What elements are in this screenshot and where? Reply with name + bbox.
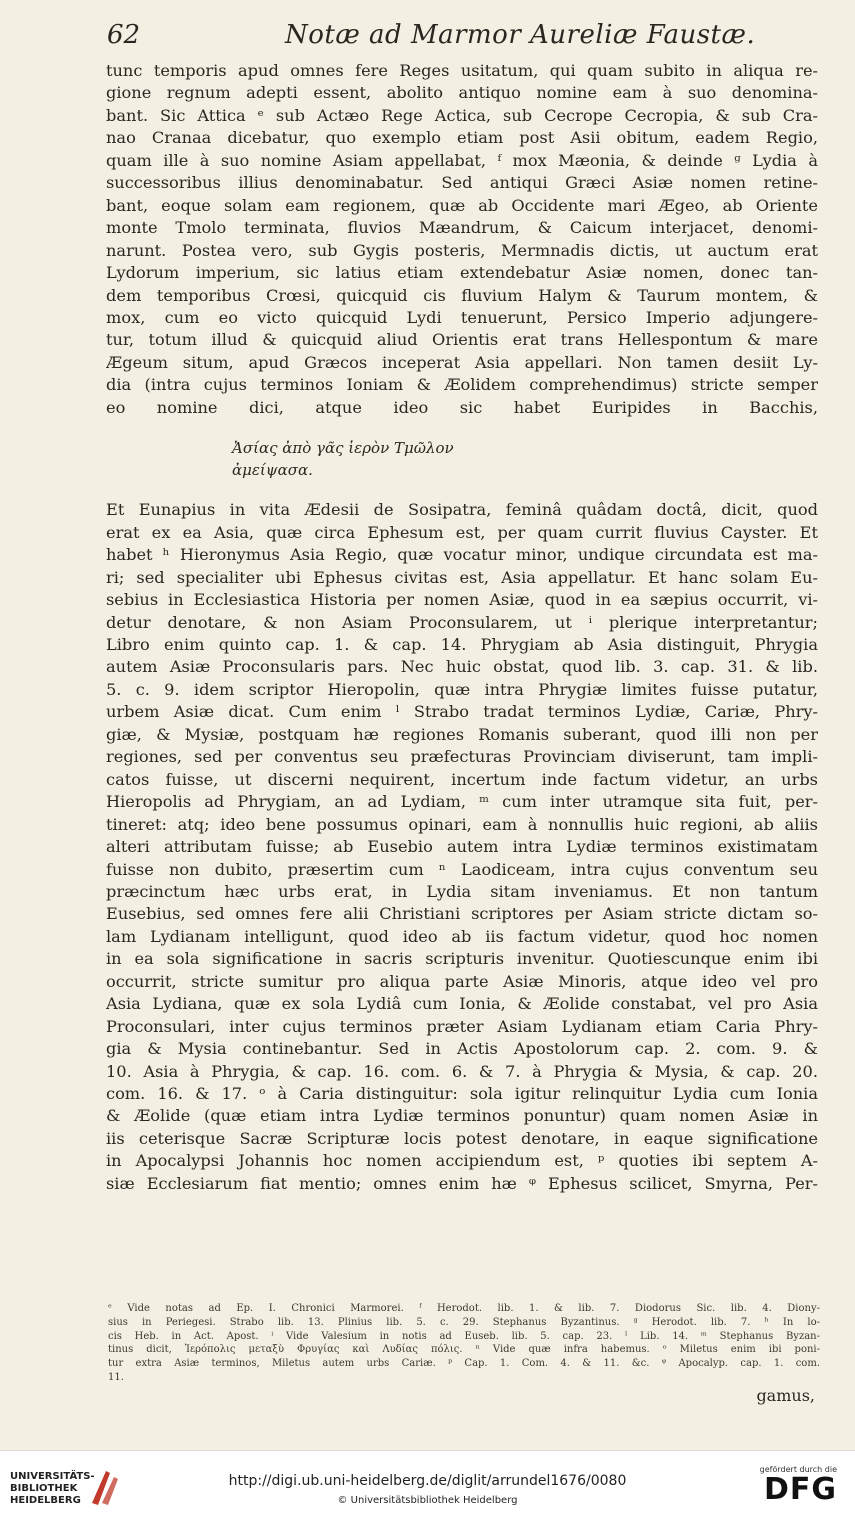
footnotes (108, 1302, 820, 1385)
text-line: eo nomine dici, atque ideo sic habet Euripides in Bacchis, (106, 397, 818, 417)
greek-line: Ἀσίας ἀπὸ γᾶς ἱερὸν Τμῶλον (232, 439, 454, 458)
text-line: nao Cranaa dicebatur, quo exemplo etiam post Asii obitum, eadem Regio, (106, 128, 818, 148)
text-line: tunc temporis apud omnes fere Reges usitatum, qui quam subito in aliqua re- (106, 61, 818, 80)
running-title: Notæ ad Marmor Aureliæ Faustæ. (285, 20, 756, 50)
body-text (106, 60, 818, 1195)
text-line: Eusebius, sed omnes fere alii Christiani scriptores per Asiam stricte dictam so- (106, 904, 818, 924)
text-line: autem Asiæ Proconsularis pars. Nec huic obstat, quod lib. 3. cap. 31. & lib. (106, 657, 818, 677)
library-line-1: UNIVERSITÄTS- (10, 1471, 95, 1482)
text-line: lam Lydianam intelligunt, quod ideo ab iis factum videtur, quod hoc nomen (106, 926, 818, 946)
text-line: detur denotare, & non Asiam Proconsularem, ut ⁱ plerique interpretantur; (106, 612, 818, 632)
text-line: tineret: atq; ideo bene possumus opinari, eam à nonnullis huic regioni, ab aliis (106, 814, 818, 834)
greek-quotation (232, 437, 818, 481)
text-line: siæ Ecclesiarum fiat mentio; omnes enim hæ ᵠ Ephesus scilicet, Smyrna, Per- (106, 1173, 818, 1193)
text-line: narunt. Postea vero, sub Gygis posteris, Mermnadis dictis, ut auctum erat (106, 240, 818, 260)
text-line: mox, cum eo victo quicquid Lydi tenuerunt, Persico Imperio adjungere- (106, 307, 818, 327)
dfg-wordmark: DFG (763, 1472, 837, 1507)
text-line: ri; sed specialiter ubi Ephesus civitas est, Asia appellatur. Et hanc solam Eu- (106, 567, 818, 587)
text-line: Ægeum situm, apud Græcos inceperat Asia appellari. Non tamen desiit Ly- (106, 352, 818, 372)
footnote-line: tur extra Asiæ terminos, Miletus autem urbs Cariæ. ᵖ Cap. 1. Com. 4. & 11. &c. ᵠ Apocalyp. cap. 1. com. (108, 1358, 820, 1370)
text-line: catos fuisse, ut discerni nequirent, incertum inde factum videtur, an urbs (106, 769, 818, 789)
footnote-line: ᵉ Vide notas ad Ep. I. Chronici Marmorei. ᶠ Herodot. lib. 1. & lib. 7. Diodorus Sic. lib. 4. Diony- (108, 1303, 820, 1314)
text-line: tur, totum illud & quicquid aliud Orientis erat trans Hellespontum & mare (106, 330, 818, 350)
page-number: 62 (107, 20, 141, 50)
viewer-footer (0, 1450, 855, 1522)
text-line: erat ex ea Asia, quæ circa Ephesum est, per quam currit fluvius Cayster. Et (106, 522, 818, 542)
text-line: Libro enim quinto cap. 1. & cap. 14. Phrygiam ab Asia distinguit, Phrygia (106, 634, 818, 654)
text-line: bant. Sic Attica ᵉ sub Actæo Rege Actica, sub Cecrope Cecropia, & sub Cra- (106, 105, 818, 125)
text-line: alteri attributam fuisse; ab Eusebio autem intra Lydiæ terminos existimatam (106, 837, 818, 857)
paragraph-2 (106, 499, 818, 1195)
footnote-line: sius in Periegesi. Strabo lib. 13. Plinius lib. 5. c. 29. Stephanus Byzantinus. ᵍ Herodot. lib. 7. ʰ In lo- (108, 1316, 820, 1328)
footnote-line: cis Heb. in Act. Apost. ⁱ Vide Valesium in notis ad Euseb. lib. 5. cap. 23. ˡ Lib. 14. ᵐ Stephanus Byzan- (108, 1330, 820, 1342)
permalink-url[interactable]: http://digi.ub.uni-heidelberg.de/diglit/arrundel1676/0080 (228, 1473, 627, 1489)
text-line: Hieropolis ad Phrygiam, an ad Lydiam, ᵐ cum inter utramque sita fuit, per- (106, 792, 818, 812)
page-header (105, 20, 815, 56)
text-line: 5. c. 9. idem scriptor Hieropolin, quæ intra Phrygiæ limites fuisse putatur, (106, 679, 818, 699)
text-line: in ea sola significatione in sacris scripturis invenitur. Quotiescunque enim ibi (106, 949, 818, 969)
funding-label: gefördert durch die (759, 1465, 837, 1474)
text-line: habet ʰ Hieronymus Asia Regio, quæ vocatur minor, undique circundata est ma- (106, 545, 818, 565)
text-line: dem temporibus Crœsi, quicquid cis fluvium Halym & Taurum montem, & (106, 285, 818, 305)
footnote-line: tinus dicit, Ἱερόπολις μεταξὺ Φρυγίας καὶ Λυδίας πόλις. ⁿ Vide quæ infra habemus. ᵒ Miletus enim ibi poni- (108, 1344, 820, 1356)
text-line: com. 16. & 17. ᵒ à Caria distinguitur: sola igitur relinquitur Lydia cum Ionia (106, 1084, 818, 1104)
text-line: in Apocalypsi Johannis hoc nomen accipiendum est, ᵖ quoties ibi septem A- (106, 1151, 818, 1171)
text-line: bant, eoque solam eam regionem, quæ ab Occidente mari Ægeo, ab Oriente (106, 195, 818, 215)
text-line: fuisse non dubito, præsertim cum ⁿ Laodiceam, intra cujus conventum seu (106, 859, 818, 879)
text-line: urbem Asiæ dicat. Cum enim ˡ Strabo tradat terminos Lydiæ, Cariæ, Phry- (106, 702, 818, 722)
text-line: sebius in Ecclesiastica Historia per nomen Asiæ, quod in ea sæpius occurrit, vi- (106, 590, 818, 610)
text-line: iis ceterisque Sacræ Scripturæ locis potest denotare, in eaque significatione (106, 1128, 818, 1148)
text-line: 10. Asia à Phrygia, & cap. 16. com. 6. & 7. à Phrygia & Mysia, & cap. 20. (106, 1061, 818, 1081)
footnote-line: 11. (108, 1371, 124, 1383)
greek-line: ἀμείψασα. (232, 461, 313, 480)
text-line: occurrit, stricte sumitur pro aliqua parte Asiæ Minoris, atque ideo vel pro (106, 971, 818, 991)
text-line: gia & Mysia continebantur. Sed in Actis Apostolorum cap. 2. com. 9. & (106, 1039, 818, 1059)
text-line: Asia Lydiana, quæ ex sola Lydiâ cum Ionia, & Æolide constabat, vel pro Asia (106, 994, 818, 1014)
text-line: monte Tmolo terminata, fluvios Mæandrum, & Caicum interjacet, denomi- (106, 218, 818, 238)
text-line: præcinctum hæc urbs erat, in Lydia sitam inveniamus. Et non tantum (106, 881, 818, 901)
library-line-2: BIBLIOTHEK (10, 1483, 78, 1494)
dfg-logo (760, 1465, 837, 1506)
paragraph-1 (106, 60, 818, 419)
text-line: Et Eunapius in vita Ædesii de Sosipatra, feminâ quâdam doctâ, dicit, quod (106, 500, 818, 520)
text-line: dia (intra cujus terminos Ioniam & Æolidem comprehendimus) stricte semper (106, 375, 818, 395)
text-line: gione regnum adepti essent, abolito antiquo nomine eam à suo denomina- (106, 83, 818, 103)
text-line: Proconsulari, inter cujus terminos præter Asiam Lydianam etiam Caria Phry- (106, 1016, 818, 1036)
text-line: & Æolide (quæ etiam intra Lydiæ terminos ponuntur) quam nomen Asiæ in (106, 1106, 818, 1126)
text-line: giæ, & Mysiæ, postquam hæ regiones Romanis suberant, quod illi non per (106, 724, 818, 744)
library-line-3: HEIDELBERG (10, 1495, 81, 1506)
catchword: gamus, (756, 1386, 815, 1405)
text-line: Lydorum imperium, sic latius etiam extendebatur Asiæ nomen, donec tan- (106, 263, 818, 283)
text-line: regiones, sed per conventus seu præfecturas Provinciam diviserunt, tam impli- (106, 747, 818, 767)
text-line: successoribus illius denominabatur. Sed antiqui Græci Asiæ nomen retine- (106, 173, 818, 193)
copyright-notice: © Universitätsbibliothek Heidelberg (337, 1495, 518, 1506)
text-line: quam ille à suo nomine Asiam appellabat, ᶠ mox Mæonia, & deinde ᵍ Lydia à (106, 150, 818, 170)
